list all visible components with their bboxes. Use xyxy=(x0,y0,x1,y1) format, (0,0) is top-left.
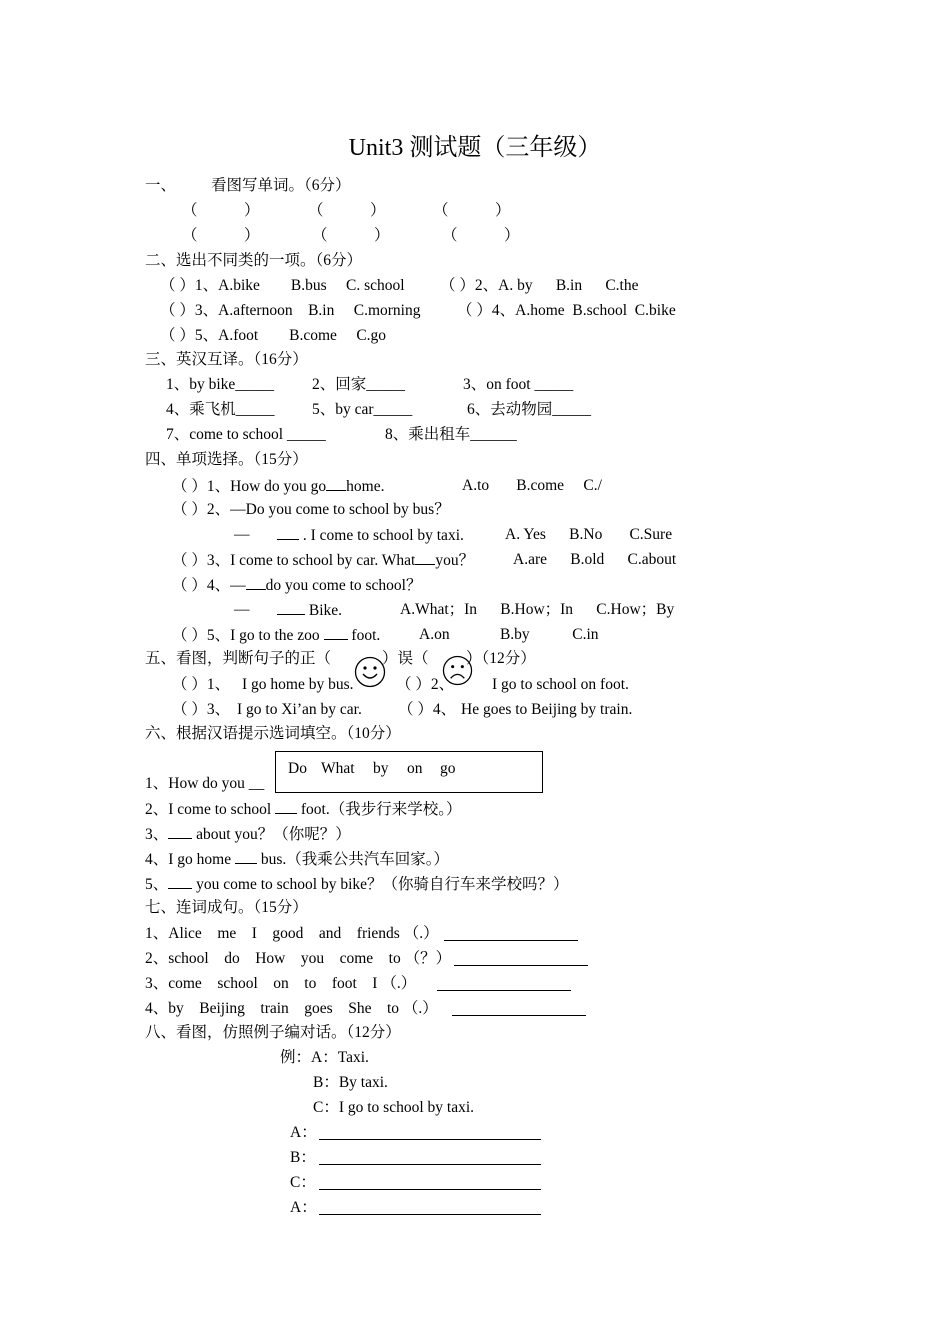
blank-line xyxy=(246,575,266,590)
blank-line xyxy=(415,550,435,565)
question-item: 4、乘飞机_____ xyxy=(166,401,275,418)
dialogue-dash: — xyxy=(234,526,250,543)
section-5-heading: ）（12分） xyxy=(466,650,536,667)
word-bank-item: Do xyxy=(288,760,307,777)
question-item: 4、by Beijing train goes She to （.） xyxy=(145,1000,438,1017)
question-item: （ ）4、A.home B.school C.bike xyxy=(457,302,676,319)
blank-line xyxy=(168,824,192,839)
question-item xyxy=(172,550,474,571)
question-item xyxy=(145,849,449,870)
question-item: 8、乘出租车______ xyxy=(385,426,517,443)
question-text: you？ xyxy=(435,552,475,569)
blank-line xyxy=(235,849,257,864)
question-text: （ ）3、I come to school by car. What xyxy=(172,552,416,569)
question-item: （ ）1、A.bike B.bus C. school xyxy=(160,277,405,294)
question-item xyxy=(172,625,380,646)
blank-line xyxy=(277,600,305,615)
example-line: 例：A：Taxi. xyxy=(280,1049,369,1066)
answer-line xyxy=(319,1164,541,1165)
dialogue-label: C： xyxy=(290,1174,316,1191)
answer-options: A.to B.come C./ xyxy=(462,477,602,494)
answer-line xyxy=(452,1015,586,1016)
word-bank-item: go xyxy=(440,760,456,777)
question-item: （ ）2、A. by B.in C.the xyxy=(440,277,639,294)
answer-line xyxy=(319,1189,541,1190)
dialogue-label: A： xyxy=(290,1199,317,1216)
answer-paren: （ ） xyxy=(308,202,386,219)
question-item: 1、How do you __ xyxy=(145,775,265,792)
question-item: 2、回家_____ xyxy=(312,376,406,393)
word-bank-item: What xyxy=(321,760,355,777)
question-text: foot. xyxy=(347,627,381,644)
question-text: 4、I go home xyxy=(145,851,232,868)
question-text: home. xyxy=(346,478,385,495)
question-item: 1、by bike_____ xyxy=(166,376,275,393)
question-item xyxy=(172,575,421,596)
question-number: （ ）2、 xyxy=(396,676,455,693)
smiley-face-icon xyxy=(354,656,386,688)
question-item xyxy=(145,824,351,845)
word-bank-item: by xyxy=(373,760,389,777)
question-text: 3、 xyxy=(145,826,169,843)
question-item xyxy=(145,799,461,820)
page-title: Unit3 测试题（三年级） xyxy=(348,135,602,161)
answer-line xyxy=(319,1139,541,1140)
question-item: 5、by car_____ xyxy=(312,401,413,418)
answer-line xyxy=(454,965,588,966)
question-text: 5、 xyxy=(145,876,169,893)
section-4-heading: 四、单项选择。（15分） xyxy=(145,451,308,468)
answer-line xyxy=(444,940,578,941)
question-item: 6、去动物园_____ xyxy=(467,401,592,418)
section-3-heading: 三、英汉互译。（16分） xyxy=(145,351,308,368)
question-text: Bike. xyxy=(305,602,343,619)
question-item: （ ）3、A.afternoon B.in C.morning xyxy=(160,302,421,319)
question-text: about you？（你呢？） xyxy=(192,826,351,843)
section-1-heading: 看图写单词。（6分） xyxy=(211,177,351,194)
blank-line xyxy=(324,625,348,640)
question-text: （ ）1、How do you go xyxy=(172,478,327,495)
question-item xyxy=(172,476,384,497)
word-bank-box xyxy=(275,751,543,793)
question-item: 3、come school on to foot I （.） xyxy=(145,975,417,992)
section-8-heading: 八、看图，仿照例子编对话。（12分） xyxy=(145,1024,401,1041)
answer-paren: （ ） xyxy=(433,202,511,219)
answer-paren: （ ） xyxy=(182,227,260,244)
section-5-heading: ）误（ xyxy=(382,650,429,667)
question-text: bus.（我乘公共汽车回家。） xyxy=(256,851,450,868)
answer-line xyxy=(437,990,571,991)
blank-line xyxy=(277,525,299,540)
question-item: 3、on foot _____ xyxy=(463,376,574,393)
blank-line xyxy=(168,874,192,889)
answer-paren: （ ） xyxy=(182,202,260,219)
example-line: B：By taxi. xyxy=(313,1074,388,1091)
answer-options: A.What；In B.How；In C.How；By xyxy=(400,601,675,618)
blank-line xyxy=(275,799,297,814)
question-item: 1、Alice me I good and friends （.） xyxy=(145,925,439,942)
question-item: （ ）5、A.foot B.come C.go xyxy=(160,327,387,344)
question-text: . I come to school by taxi. xyxy=(299,527,464,544)
word-bank-item: on xyxy=(407,760,423,777)
question-item xyxy=(277,525,464,546)
question-number: （ ）1、 xyxy=(172,676,231,693)
example-line: C：I go to school by taxi. xyxy=(313,1099,475,1116)
question-item xyxy=(145,874,569,895)
question-text: I go home by bus. xyxy=(242,676,354,693)
question-text: （ ）4、— xyxy=(172,577,246,594)
question-item: 2、school do How you come to （？） xyxy=(145,950,452,967)
question-text: He goes to Beijing by train. xyxy=(461,701,633,718)
question-item: （ ）2、—Do you come to school by bus？ xyxy=(172,501,450,518)
section-5-heading: 五、看图，判断句子的正（ xyxy=(145,650,332,667)
question-item: 7、come to school _____ xyxy=(166,426,326,443)
question-text: 2、I come to school xyxy=(145,801,272,818)
dialogue-label: B： xyxy=(290,1149,316,1166)
answer-line xyxy=(319,1214,541,1215)
question-text: foot.（我步行来学校。） xyxy=(297,801,462,818)
section-6-heading: 六、根据汉语提示选词填空。（10分） xyxy=(145,725,401,742)
section-1-number: 一、 xyxy=(145,177,177,194)
answer-options: A.are B.old C.about xyxy=(513,551,677,568)
question-item xyxy=(277,600,342,621)
question-text: you come to school by bike？（你骑自行车来学校吗？） xyxy=(192,876,569,893)
answer-paren: （ ） xyxy=(442,227,520,244)
question-text: do you come to school？ xyxy=(265,577,422,594)
answer-paren: （ ） xyxy=(312,227,390,244)
section-2-heading: 二、选出不同类的一项。（6分） xyxy=(145,252,363,269)
question-number: （ ）3、 xyxy=(172,701,231,718)
answer-options: A. Yes B.No C.Sure xyxy=(505,526,673,543)
question-text: I go to Xi’an by car. xyxy=(237,701,362,718)
dialogue-label: A： xyxy=(290,1124,317,1141)
question-number: （ ）4、 xyxy=(398,701,457,718)
section-7-heading: 七、连词成句。（15分） xyxy=(145,899,308,916)
question-text: I go to school on foot. xyxy=(492,676,629,693)
dialogue-dash: — xyxy=(234,601,250,618)
answer-options: A.on B.by C.in xyxy=(419,626,599,643)
blank-line xyxy=(326,476,346,491)
question-text: （ ）5、I go to the zoo xyxy=(172,627,320,644)
